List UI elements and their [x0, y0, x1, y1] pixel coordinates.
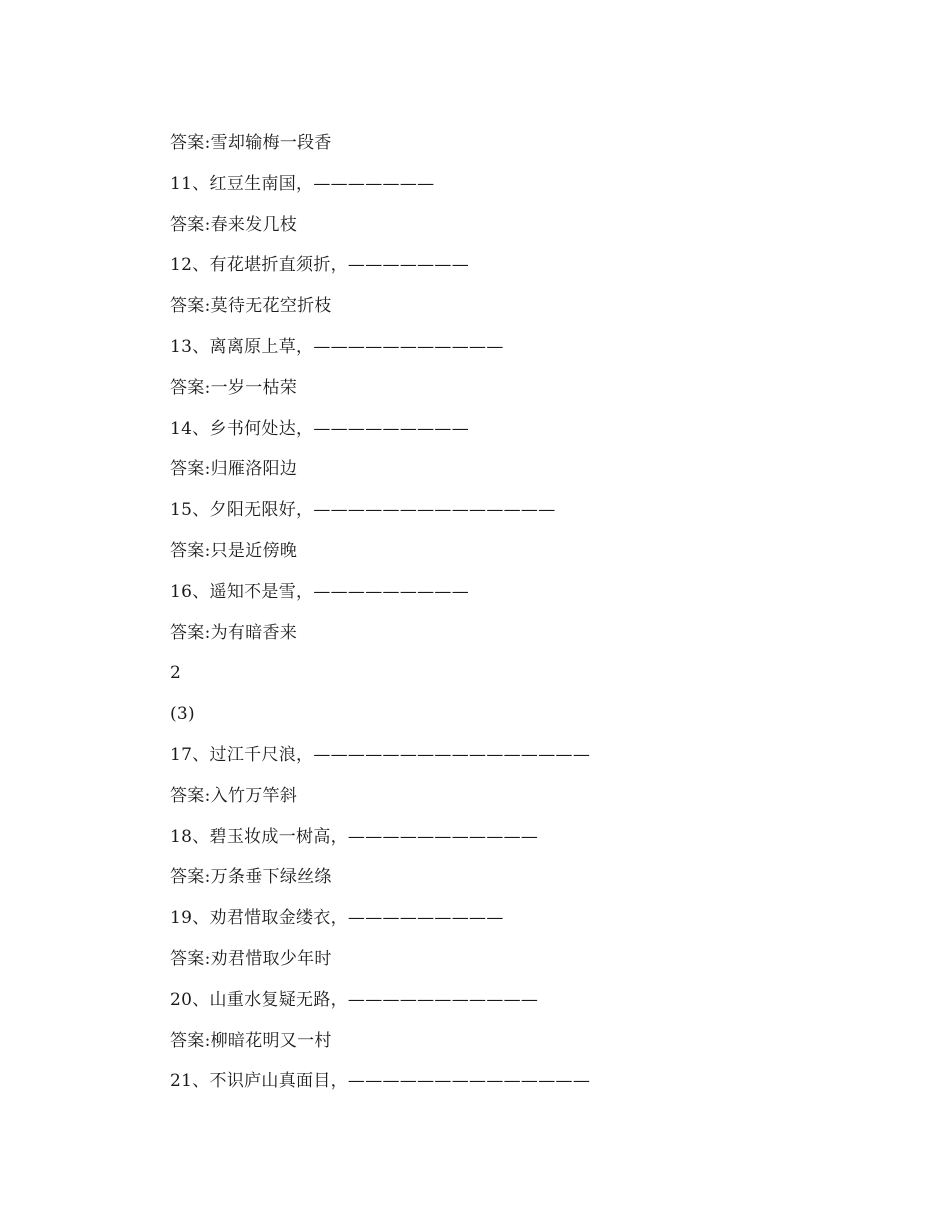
answer-line: 答案:归雁洛阳边 [170, 459, 298, 480]
answer-line: 答案:春来发几枝 [170, 214, 298, 235]
question-line: 17、过江千尺浪，———————————————— [170, 744, 591, 765]
question-line: 20、山重水复疑无路，——————————— [170, 989, 539, 1010]
answer-line: 答案:万条垂下绿丝绦 [170, 867, 332, 888]
question-line: 16、遥知不是雪，————————— [170, 581, 470, 602]
answer-line: 答案:入竹万竿斜 [170, 785, 298, 806]
page-number: 2 [170, 663, 182, 684]
question-line: 14、乡书何处达，————————— [170, 418, 470, 439]
answer-line: 答案:只是近傍晚 [170, 540, 298, 561]
question-line: 21、不识庐山真面目，—————————————— [170, 1071, 591, 1092]
question-line: 12、有花堪折直须折，——————— [170, 255, 470, 276]
question-line: 19、劝君惜取金缕衣，————————— [170, 908, 504, 929]
answer-line: 答案:劝君惜取少年时 [170, 948, 332, 969]
answer-line: 答案:一岁一枯荣 [170, 377, 298, 398]
section-marker: (3) [170, 704, 195, 725]
answer-line: 答案:柳暗花明又一村 [170, 1030, 332, 1051]
question-line: 18、碧玉妆成一树高，——————————— [170, 826, 539, 847]
answer-line: 答案:为有暗香来 [170, 622, 298, 643]
question-line: 11、红豆生南国，——————— [170, 173, 435, 194]
answer-line: 答案:莫待无花空折枝 [170, 296, 332, 317]
answer-line: 答案:雪却输梅一段香 [170, 133, 332, 153]
document-content [170, 128, 870, 1107]
question-line: 15、夕阳无限好，—————————————— [170, 500, 556, 521]
question-line: 13、离离原上草，——————————— [170, 336, 504, 357]
